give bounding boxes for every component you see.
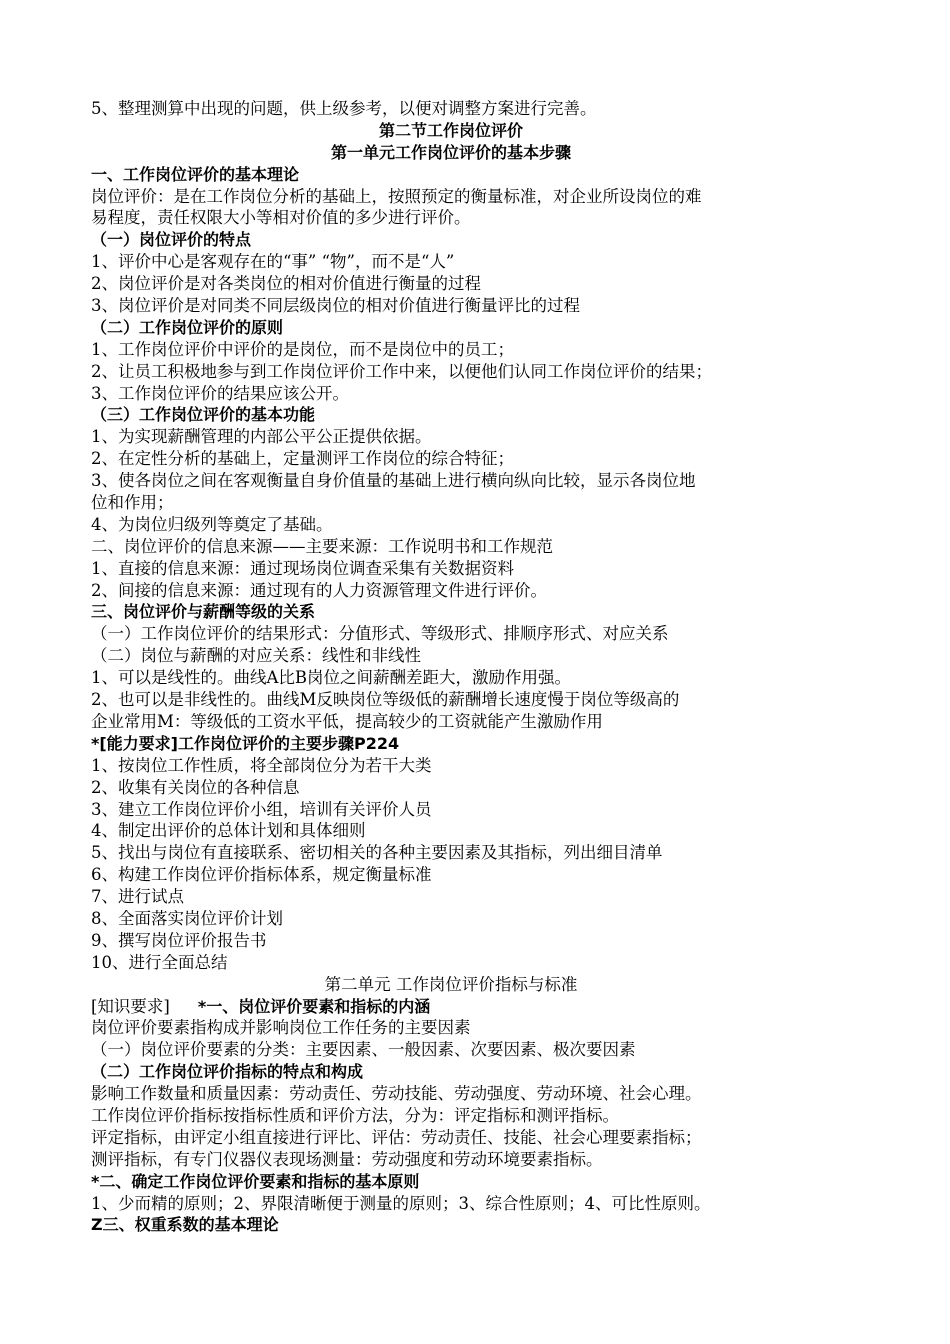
text-line: （一）岗位评价要素的分类：主要因素、一般因素、次要因素、极次要因素 [91, 1040, 636, 1060]
heading-line [91, 996, 811, 1018]
text-line: 企业常用M：等级低的工资水平低，提高较少的工资就能产生激励作用 [91, 711, 603, 731]
text-line: 测评指标，有专门仪器仪表现场测量：劳动强度和劳动环境要素指标。 [91, 1149, 603, 1169]
text-line: 易程度，责任权限大小等相对价值的多少进行评价。 [91, 208, 471, 228]
section-title: 第二节工作岗位评价 [378, 120, 523, 140]
list-item: 2、间接的信息来源：通过现有的人力资源管理文件进行评价。 [91, 580, 547, 600]
list-item: 3、工作岗位评价的结果应该公开。 [91, 383, 349, 403]
text-line: （二）岗位与薪酬的对应关系：线性和非线性 [91, 646, 421, 666]
list-item: 9、撰写岗位评价报告书 [91, 930, 267, 950]
list-item: 5、找出与岗位有直接联系、密切相关的各种主要因素及其指标，列出细目清单 [91, 843, 663, 863]
text-line: 评定指标，由评定小组直接进行评比、评估：劳动责任、技能、社会心理要素指标； [91, 1127, 702, 1147]
list-item: 2、让员工积极地参与到工作岗位评价工作中来，以便他们认同工作岗位评价的结果； [91, 361, 712, 381]
heading: 三、岗位评价与薪酬等级的关系 [91, 602, 316, 622]
text-line: 1、少而精的原则；2、界限清晰便于测量的原则；3、综合性原则；4、可比性原则。 [91, 1193, 711, 1213]
heading: *一、岗位评价要素和指标的内涵 [197, 996, 431, 1016]
text-line: 5、整理测算中出现的问题，供上级参考，以便对调整方案进行完善。 [91, 99, 597, 118]
heading: 二、岗位评价的信息来源——主要来源：工作说明书和工作规范 [91, 536, 553, 556]
list-item: 2、在定性分析的基础上，定量测评工作岗位的综合特征； [91, 449, 514, 469]
list-item: 1、直接的信息来源：通过现场岗位调查采集有关数据资料 [91, 558, 514, 578]
text-line: （一）工作岗位评价的结果形式：分值形式、等级形式、排顺序形式、对应关系 [91, 624, 669, 644]
heading: 一、工作岗位评价的基本理论 [91, 164, 300, 184]
subheading: （一）岗位评价的特点 [91, 230, 252, 250]
unit-title: 第一单元工作岗位评价的基本步骤 [330, 142, 571, 162]
list-item: 1、按岗位工作性质，将全部岗位分为若干大类 [91, 755, 432, 775]
list-item: 8、全面落实岗位评价计划 [91, 908, 283, 928]
subheading: （二）工作岗位评价指标的特点和构成 [91, 1062, 364, 1082]
document-body [91, 98, 811, 1236]
knowledge-tag: [知识要求] [91, 996, 170, 1016]
list-item: 1、工作岗位评价中评价的是岗位，而不是岗位中的员工； [91, 339, 514, 359]
list-item: 3、建立工作岗位评价小组，培训有关评价人员 [91, 799, 432, 819]
list-item: 10、进行全面总结 [91, 952, 228, 972]
list-item: 4、制定出评价的总体计划和具体细则 [91, 821, 366, 841]
text-line: 工作岗位评价指标按指标性质和评价方法，分为：评定指标和测评指标。 [91, 1105, 619, 1125]
list-item-continued: 位和作用； [91, 493, 174, 513]
list-item: 2、收集有关岗位的各种信息 [91, 777, 300, 797]
list-item: 3、使各岗位之间在客观衡量自身价值量的基础上进行横向纵向比较，显示各岗位地 [91, 471, 696, 491]
list-item: 6、构建工作岗位评价指标体系，规定衡量标准 [91, 865, 432, 885]
text-line: 岗位评价要素指构成并影响岗位工作任务的主要因素 [91, 1018, 471, 1038]
text-line: 影响工作数量和质量因素：劳动责任、劳动技能、劳动强度、劳动环境、社会心理。 [91, 1084, 702, 1104]
heading: Z三、权重系数的基本理论 [91, 1215, 279, 1235]
list-item: 7、进行试点 [91, 887, 184, 907]
subheading: （二）工作岗位评价的原则 [91, 317, 284, 337]
list-item: 4、为岗位归级列等奠定了基础。 [91, 514, 333, 534]
heading: *[能力要求]工作岗位评价的主要步骤P224 [91, 733, 400, 753]
list-item: 2、也可以是非线性的。曲线M反映岗位等级低的薪酬增长速度慢于岗位等级高的 [91, 690, 680, 710]
subheading: （三）工作岗位评价的基本功能 [91, 405, 316, 425]
heading: *二、确定工作岗位评价要素和指标的基本原则 [91, 1171, 420, 1191]
list-item: 1、评价中心是客观存在的“事” “物”，而不是“人” [91, 252, 455, 272]
list-item: 1、可以是线性的。曲线A比B岗位之间薪酬差距大，激励作用强。 [91, 668, 572, 688]
unit-title: 第二单元 工作岗位评价指标与标准 [324, 974, 578, 994]
list-item: 1、为实现薪酬管理的内部公平公正提供依据。 [91, 427, 432, 447]
list-item: 2、岗位评价是对各类岗位的相对价值进行衡量的过程 [91, 274, 481, 294]
text-line: 岗位评价：是在工作岗位分析的基础上，按照预定的衡量标准，对企业所设岗位的难 [91, 186, 702, 206]
list-item: 3、岗位评价是对同类不同层级岗位的相对价值进行衡量评比的过程 [91, 296, 580, 316]
